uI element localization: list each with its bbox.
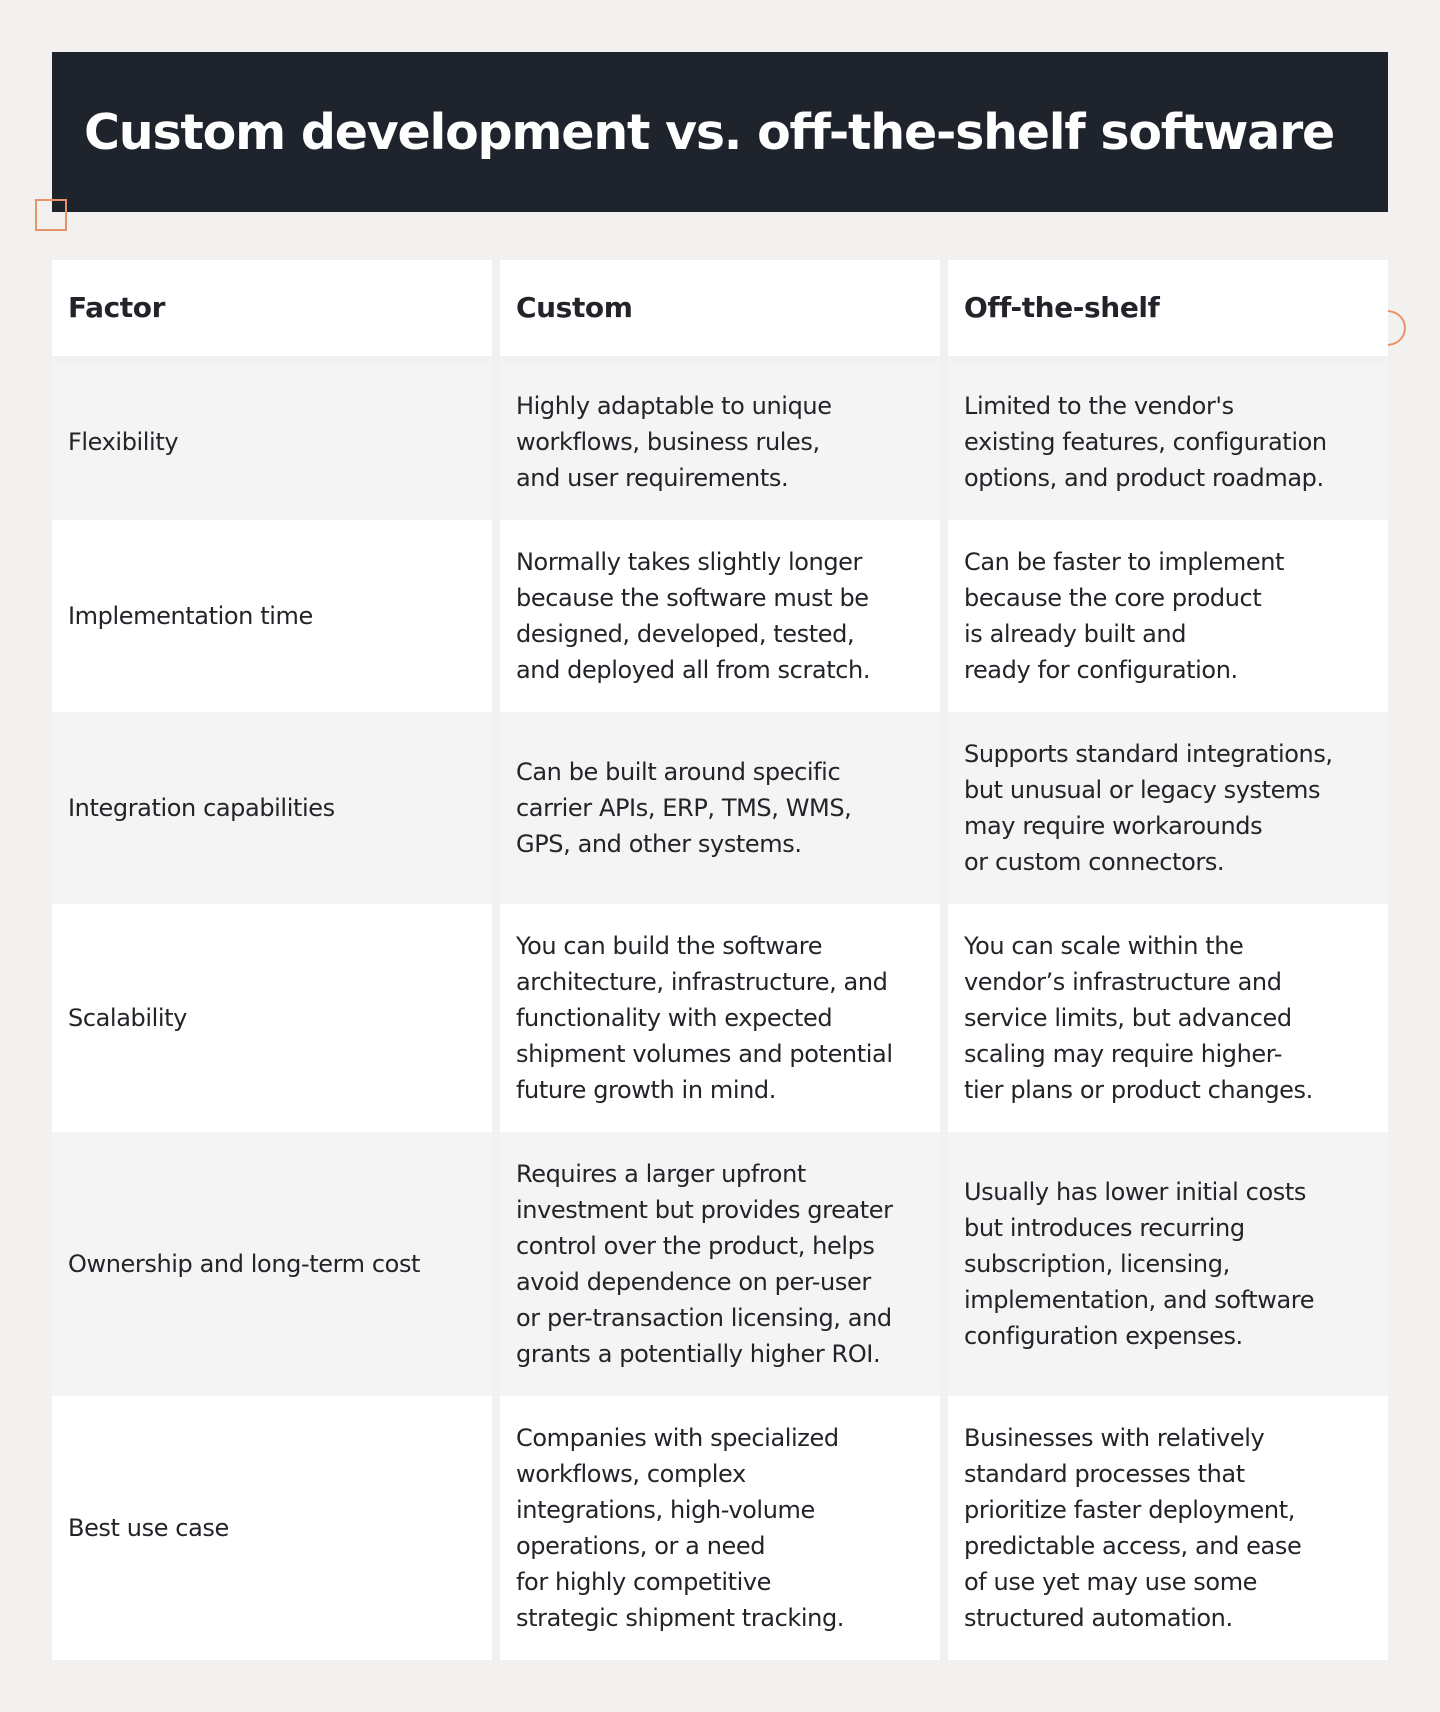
custom-cell: You can build the software architecture, infrastructure, and functionality with expected shipment volumes and potential future growth in mind. — [500, 904, 940, 1132]
off-the-shelf-cell: You can scale within the vendor’s infrastructure and service limits, but advanced scaling may require higher- tier plans or product changes. — [948, 904, 1388, 1132]
title-banner — [52, 52, 1388, 212]
custom-cell: Companies with specialized workflows, complex integrations, high-volume operations, or a need for highly competitive strategic shipment tracking. — [500, 1396, 940, 1660]
custom-cell: Can be built around specific carrier APIs, ERP, TMS, WMS, GPS, and other systems. — [500, 712, 940, 904]
factor-cell: Ownership and long-term cost — [52, 1132, 492, 1396]
off-the-shelf-cell: Businesses with relatively standard processes that prioritize faster deployment, predictable access, and ease of use yet may use some structured automation. — [948, 1396, 1388, 1660]
factor-cell: Flexibility — [52, 364, 492, 520]
factor-cell: Integration capabilities — [52, 712, 492, 904]
off-the-shelf-cell: Usually has lower initial costs but introduces recurring subscription, licensing, implementation, and software configuration expenses. — [948, 1132, 1388, 1396]
custom-cell: Normally takes slightly longer because the software must be designed, developed, tested, and deployed all from scratch. — [500, 520, 940, 712]
comparison-table — [52, 260, 1388, 1660]
factor-cell: Scalability — [52, 904, 492, 1132]
off-the-shelf-cell: Can be faster to implement because the core product is already built and ready for configuration. — [948, 520, 1388, 712]
column-header-off-the-shelf: Off-the-shelf — [948, 260, 1388, 356]
off-the-shelf-cell: Limited to the vendor's existing features, configuration options, and product roadmap. — [948, 364, 1388, 520]
custom-cell: Requires a larger upfront investment but provides greater control over the product, helps avoid dependence on per-user or per-transaction licensing, and grants a potentially higher ROI. — [500, 1132, 940, 1396]
factor-cell: Best use case — [52, 1396, 492, 1660]
column-header-custom: Custom — [500, 260, 940, 356]
factor-cell: Implementation time — [52, 520, 492, 712]
column-header-factor: Factor — [52, 260, 492, 356]
off-the-shelf-cell: Supports standard integrations, but unusual or legacy systems may require workarounds or custom connectors. — [948, 712, 1388, 904]
custom-cell: Highly adaptable to unique workflows, business rules, and user requirements. — [500, 364, 940, 520]
page-title: Custom development vs. off-the-shelf software — [84, 103, 1335, 161]
decorative-square — [35, 199, 67, 231]
